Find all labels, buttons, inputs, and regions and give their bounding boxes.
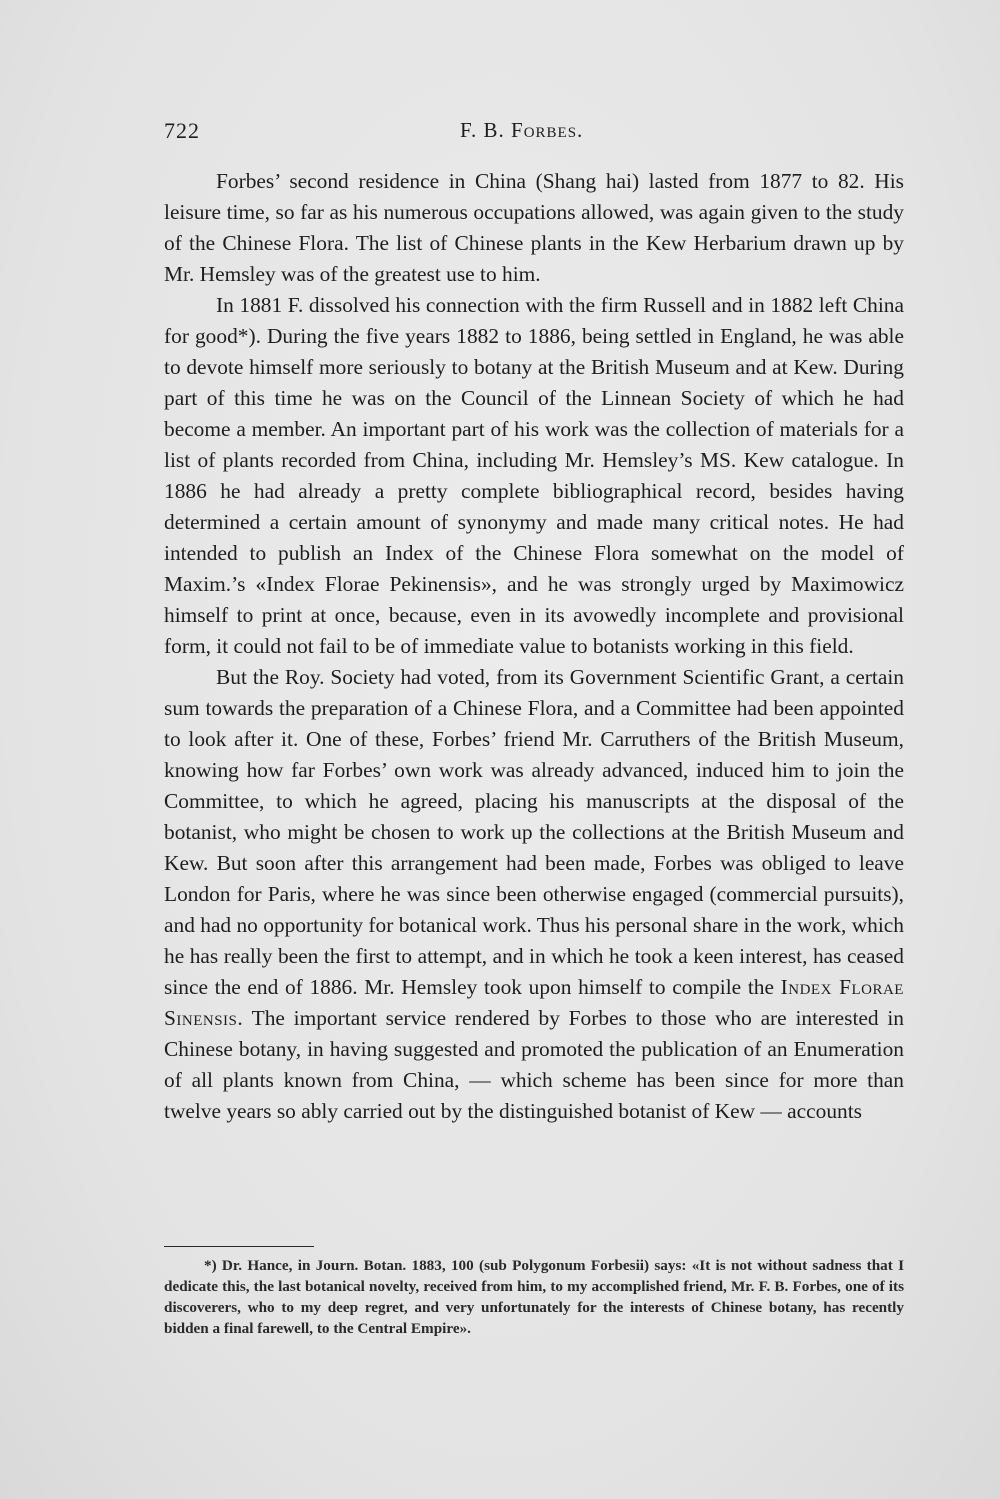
body-text [164,166,904,1127]
paragraph-3-part-2: The important service rendered by Forbes to those who are interested in Chinese botany, in having suggested and promoted the publication of an Enumeration of all plants known from China, — which scheme has been since for more than twelve years so ably carried out by the distinguished botanist of Kew — accounts [164,1006,904,1123]
footnote-rule [164,1246,314,1247]
page-header [164,118,904,148]
paragraph-1: Forbes’ second residence in China (Shang hai) lasted from 1877 to 82. His leisure time, so far as his numerous occupations allowed, was again given to the study of the Chinese Flora. The list of Chinese plants in the Kew Herbarium drawn up by Mr. Hemsley was of the greatest use to him. [164,169,904,286]
paragraph-2: In 1881 F. dissolved his connection with the firm Russell and in 1882 left China for good*). During the five years 1882 to 1886, being settled in England, he was able to devote himself more seriously to botany at the British Museum and at Kew. During part of this time he was on the Council of the Linnean Society of which he had become a member. An important part of his work was the collection of materials for a list of plants recorded from China, including Mr. Hemsley’s MS. Kew catalogue. In 1886 he had already a pretty complete bibliographical record, besides having determined a certain amount of synonymy and made many critical notes. He had intended to publish an Index of the Chinese Flora somewhat on the model of Maxim.’s «Index Florae Pekinensis», and he was strongly urged by Maximowicz himself to print at once, because, even in its avowedly incomplete and provisional form, it could not fail to be of immediate value to botanists working in this field. [164,293,904,658]
running-head [460,118,583,143]
page-number: 722 [164,118,200,143]
running-head-surname: Forbes. [511,118,584,142]
paragraph-3-part-1: But the Roy. Society had voted, from its Government Scientific Grant, a certain sum towards the preparation of a Chinese Flora, and a Committee had been appointed to look after it. One of these, Forbes’ friend Mr. Carruthers of the British Museum, knowing how far Forbes’ own work was already advanced, induced him to join the Committee, to which he agreed, placing his manuscripts at the disposal of the botanist, who might be chosen to work up the collections at the British Museum and Kew. But soon after this arrangement had been made, Forbes was obliged to leave London for Paris, where he was since been otherwise engaged (commercial pursuits), and had no opportunity for botanical work. Thus his personal share in the work, which he has really been the first to attempt, and in which he took a keen interest, has ceased since the end of 1886. Mr. Hemsley took upon himself to compile the [164,665,904,999]
footnote: *) Dr. Hance, in Journ. Botan. 1883, 100 (sub Polygonum Forbesii) says: «It is not without sadness that I dedicate this, the last botanical novelty, received from him, to my accomplished friend, Mr. F. B. Forbes, one of its discoverers, who to my deep regret, and very unfortunately for the interests of Chinese botany, has recently bidden a final farewell, to the Central Empire». [164,1257,904,1337]
index-title: Index Florae Sinensis. [164,975,904,1030]
paragraph-3 [164,662,904,1127]
running-head-initials: F. B. [460,118,512,142]
